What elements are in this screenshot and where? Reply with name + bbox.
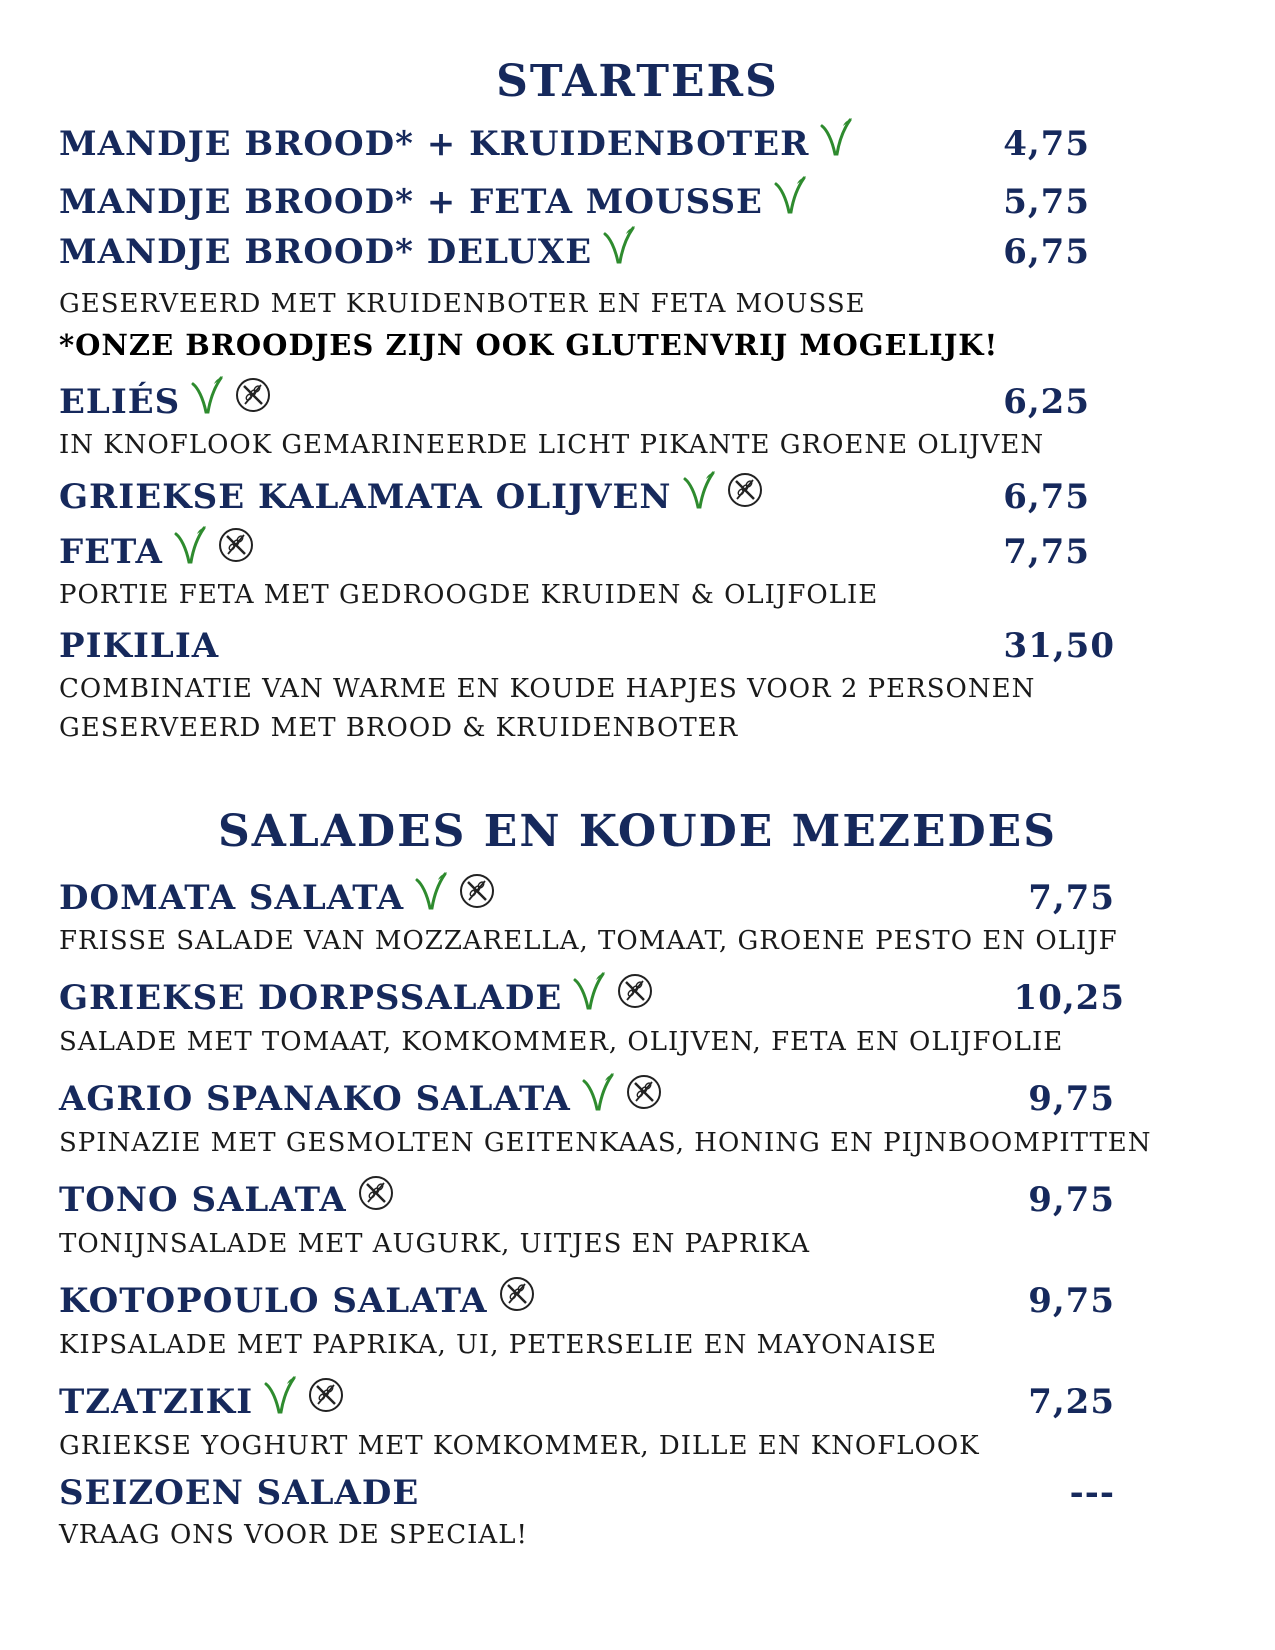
menu-item-label: GRIEKSE KALAMATA OLIJVEN <box>59 477 672 517</box>
menu-item-price: 4,75 <box>1003 124 1090 164</box>
menu-item-description: GESERVEERD MET BROOD & KRUIDENBOTER <box>59 713 739 743</box>
menu-item-price: 9,75 <box>1028 1079 1115 1119</box>
gluten-free-note: *ONZE BROODJES ZIJN OOK GLUTENVRIJ MOGELIJK! <box>59 328 999 362</box>
vegetarian-leaf-icon <box>190 374 224 416</box>
vegetarian-leaf-icon <box>602 224 636 266</box>
menu-item-description: COMBINATIE VAN WARME EN KOUDE HAPJES VOOR 2 PERSONEN <box>59 674 1036 704</box>
gluten-free-icon <box>458 872 496 910</box>
menu-item-name <box>59 182 807 222</box>
menu-item-label: MANDJE BROOD* + KRUIDENBOTER <box>59 124 810 164</box>
menu-item-label: TZATZIKI <box>59 1382 254 1422</box>
menu-item-name <box>59 1180 395 1220</box>
menu-item-label: SEIZOEN SALADE <box>59 1473 420 1513</box>
vegetarian-leaf-icon <box>572 970 606 1012</box>
menu-item-price: 31,50 <box>1003 626 1115 666</box>
menu-item-name <box>59 124 853 164</box>
menu-item-label: TONO SALATA <box>59 1180 347 1220</box>
menu-item-name <box>59 1281 536 1321</box>
vegetarian-leaf-icon <box>773 174 807 216</box>
menu-item-name <box>59 532 255 572</box>
menu-item-label: ELIÉS <box>59 382 181 422</box>
menu-item-label: DOMATA SALATA <box>59 878 405 918</box>
menu-item-name <box>59 1382 345 1422</box>
gluten-free-icon <box>234 376 272 414</box>
menu-item-label: AGRIO SPANAKO SALATA <box>59 1079 571 1119</box>
vegetarian-leaf-icon <box>173 524 207 566</box>
menu-item-name <box>59 1079 663 1119</box>
vegetarian-leaf-icon <box>414 870 448 912</box>
menu-item-description: GESERVEERD MET KRUIDENBOTER EN FETA MOUSSE <box>59 289 866 319</box>
starters-title: STARTERS <box>496 56 779 107</box>
menu-item-description: SALADE MET TOMAAT, KOMKOMMER, OLIJVEN, FETA EN OLIJFOLIE <box>59 1027 1064 1057</box>
menu-item-description: GRIEKSE YOGHURT MET KOMKOMMER, DILLE EN KNOFLOOK <box>59 1431 980 1461</box>
gluten-free-icon <box>616 972 654 1010</box>
menu-item-description: FRISSE SALADE VAN MOZZARELLA, TOMAAT, GROENE PESTO EN OLIJF <box>59 926 1118 956</box>
menu-item-price: 6,75 <box>1003 477 1090 517</box>
vegetarian-leaf-icon <box>581 1071 615 1113</box>
gluten-free-icon <box>498 1275 536 1313</box>
menu-item-name <box>59 978 654 1018</box>
menu-item-description: PORTIE FETA MET GEDROOGDE KRUIDEN & OLIJFOLIE <box>59 580 879 610</box>
menu-item-label: GRIEKSE DORPSSALADE <box>59 978 563 1018</box>
menu-item-name <box>59 878 496 918</box>
menu-item-price: 7,25 <box>1028 1382 1115 1422</box>
menu-item-price: 10,25 <box>1013 978 1125 1018</box>
menu-item-label: MANDJE BROOD* DELUXE <box>59 232 593 272</box>
gluten-free-icon <box>307 1376 345 1414</box>
menu-item-name <box>59 382 272 422</box>
menu-item-description: KIPSALADE MET PAPRIKA, UI, PETERSELIE EN MAYONAISE <box>59 1330 938 1360</box>
menu-item-price: 6,75 <box>1003 232 1090 272</box>
gluten-free-icon <box>217 526 255 564</box>
menu-item-price: 5,75 <box>1003 182 1090 222</box>
menu-item-name <box>59 232 636 272</box>
menu-item-name <box>59 1473 419 1513</box>
menu-item-name <box>59 626 219 666</box>
menu-item-name <box>59 477 764 517</box>
menu-item-price: 7,75 <box>1028 878 1115 918</box>
menu-item-price: 6,25 <box>1003 382 1090 422</box>
menu-item-price: 9,75 <box>1028 1281 1115 1321</box>
menu-item-label: MANDJE BROOD* + FETA MOUSSE <box>59 182 763 222</box>
gluten-free-icon <box>625 1073 663 1111</box>
menu-item-price: 9,75 <box>1028 1180 1115 1220</box>
menu-item-description: IN KNOFLOOK GEMARINEERDE LICHT PIKANTE GROENE OLIJVEN <box>59 430 1045 460</box>
salades-title: SALADES EN KOUDE MEZEDES <box>218 806 1057 857</box>
menu-item-label: PIKILIA <box>59 626 220 666</box>
menu-item-description: TONIJNSALADE MET AUGURK, UITJES EN PAPRIKA <box>59 1229 811 1259</box>
menu-item-label: KOTOPOULO SALATA <box>59 1281 488 1321</box>
vegetarian-leaf-icon <box>263 1374 297 1416</box>
vegetarian-leaf-icon <box>682 469 716 511</box>
gluten-free-icon <box>357 1174 395 1212</box>
menu-item-description: SPINAZIE MET GESMOLTEN GEITENKAAS, HONING EN PIJNBOOMPITTEN <box>59 1128 1152 1158</box>
menu-item-price: --- <box>1069 1473 1115 1513</box>
gluten-free-icon <box>726 471 764 509</box>
vegetarian-leaf-icon <box>819 116 853 158</box>
menu-item-label: FETA <box>59 532 163 572</box>
menu-item-price: 7,75 <box>1003 532 1090 572</box>
menu-item-description: VRAAG ONS VOOR DE SPECIAL! <box>59 1520 528 1550</box>
